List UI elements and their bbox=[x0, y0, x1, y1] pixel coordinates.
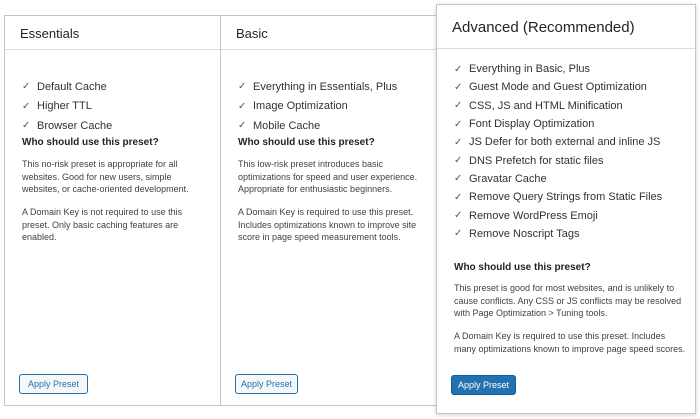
preset-card-essentials bbox=[4, 15, 221, 406]
feature-item: ✓ Everything in Basic, Plus bbox=[454, 63, 591, 76]
feature-item: ✓ Image Optimization bbox=[238, 100, 348, 113]
feature-item: ✓ JS Defer for both external and inline JS bbox=[454, 136, 661, 149]
check-icon: ✓ bbox=[454, 155, 463, 167]
card-title: Advanced (Recommended) bbox=[452, 19, 635, 36]
who-should-use-heading: Who should use this preset? bbox=[22, 137, 159, 148]
check-icon: ✓ bbox=[22, 81, 31, 93]
preset-card-advanced bbox=[436, 4, 696, 414]
feature-item: ✓ Browser Cache bbox=[22, 119, 113, 132]
check-icon: ✓ bbox=[22, 120, 31, 132]
check-icon: ✓ bbox=[454, 173, 463, 185]
feature-item: ✓ Gravatar Cache bbox=[454, 172, 547, 185]
check-icon: ✓ bbox=[454, 191, 463, 203]
who-should-use-heading: Who should use this preset? bbox=[238, 137, 375, 148]
feature-list bbox=[22, 77, 112, 136]
apply-preset-button[interactable]: Apply Preset bbox=[19, 374, 88, 394]
feature-item: ✓ Guest Mode and Guest Optimization bbox=[454, 81, 647, 94]
feature-item: ✓ Remove Query Strings from Static Files bbox=[454, 191, 663, 204]
check-icon: ✓ bbox=[454, 63, 463, 75]
check-icon: ✓ bbox=[454, 136, 463, 148]
card-title: Essentials bbox=[20, 26, 80, 41]
card-header bbox=[5, 16, 220, 50]
check-icon: ✓ bbox=[454, 228, 463, 240]
check-icon: ✓ bbox=[454, 118, 463, 130]
feature-item: ✓ Remove WordPress Emoji bbox=[454, 209, 598, 222]
apply-preset-button[interactable]: Apply Preset bbox=[451, 375, 516, 395]
preset-description: This no-risk preset is appropriate for all websites. Good for new users, simple websites, or cache-oriented development. bbox=[22, 159, 189, 194]
card-title: Basic bbox=[236, 26, 268, 41]
feature-list bbox=[238, 77, 397, 136]
check-icon: ✓ bbox=[22, 100, 31, 112]
preset-description: This low-risk preset introduces basic optimizations for speed and user experience. Appropriate for enthusiastic beginners. bbox=[238, 159, 418, 194]
feature-item: ✓ CSS, JS and HTML Minification bbox=[454, 99, 623, 112]
apply-preset-button[interactable]: Apply Preset bbox=[235, 374, 298, 394]
domain-key-note: A Domain Key is required to use this preset. Includes optimizations known to improve site score in page speed measurement tools. bbox=[238, 207, 417, 242]
check-icon: ✓ bbox=[238, 120, 247, 132]
card-header bbox=[221, 16, 437, 50]
feature-item: ✓ Font Display Optimization bbox=[454, 118, 595, 131]
check-icon: ✓ bbox=[454, 81, 463, 93]
feature-item: ✓ DNS Prefetch for static files bbox=[454, 154, 604, 167]
feature-item: ✓ Default Cache bbox=[22, 80, 107, 93]
feature-item: ✓ Mobile Cache bbox=[238, 119, 321, 132]
feature-item: ✓ Higher TTL bbox=[22, 100, 92, 113]
card-header bbox=[437, 5, 695, 49]
feature-item: ✓ Everything in Essentials, Plus bbox=[238, 80, 398, 93]
check-icon: ✓ bbox=[454, 100, 463, 112]
domain-key-note: A Domain Key is required to use this preset. Includes many optimizations known to improve page speed scores. bbox=[454, 331, 686, 354]
check-icon: ✓ bbox=[238, 81, 247, 93]
domain-key-note: A Domain Key is not required to use this preset. Only basic caching features are enabled. bbox=[22, 207, 183, 242]
who-should-use-heading: Who should use this preset? bbox=[454, 262, 591, 273]
feature-list bbox=[454, 60, 662, 243]
preset-card-basic bbox=[220, 15, 438, 406]
check-icon: ✓ bbox=[454, 210, 463, 222]
feature-item: ✓ Remove Noscript Tags bbox=[454, 227, 580, 240]
check-icon: ✓ bbox=[238, 100, 247, 112]
preset-description: This preset is good for most websites, and is unlikely to cause conflicts. Any CSS or JS conflicts may be resolved with Page Optimization > Tuning tools. bbox=[454, 283, 682, 318]
